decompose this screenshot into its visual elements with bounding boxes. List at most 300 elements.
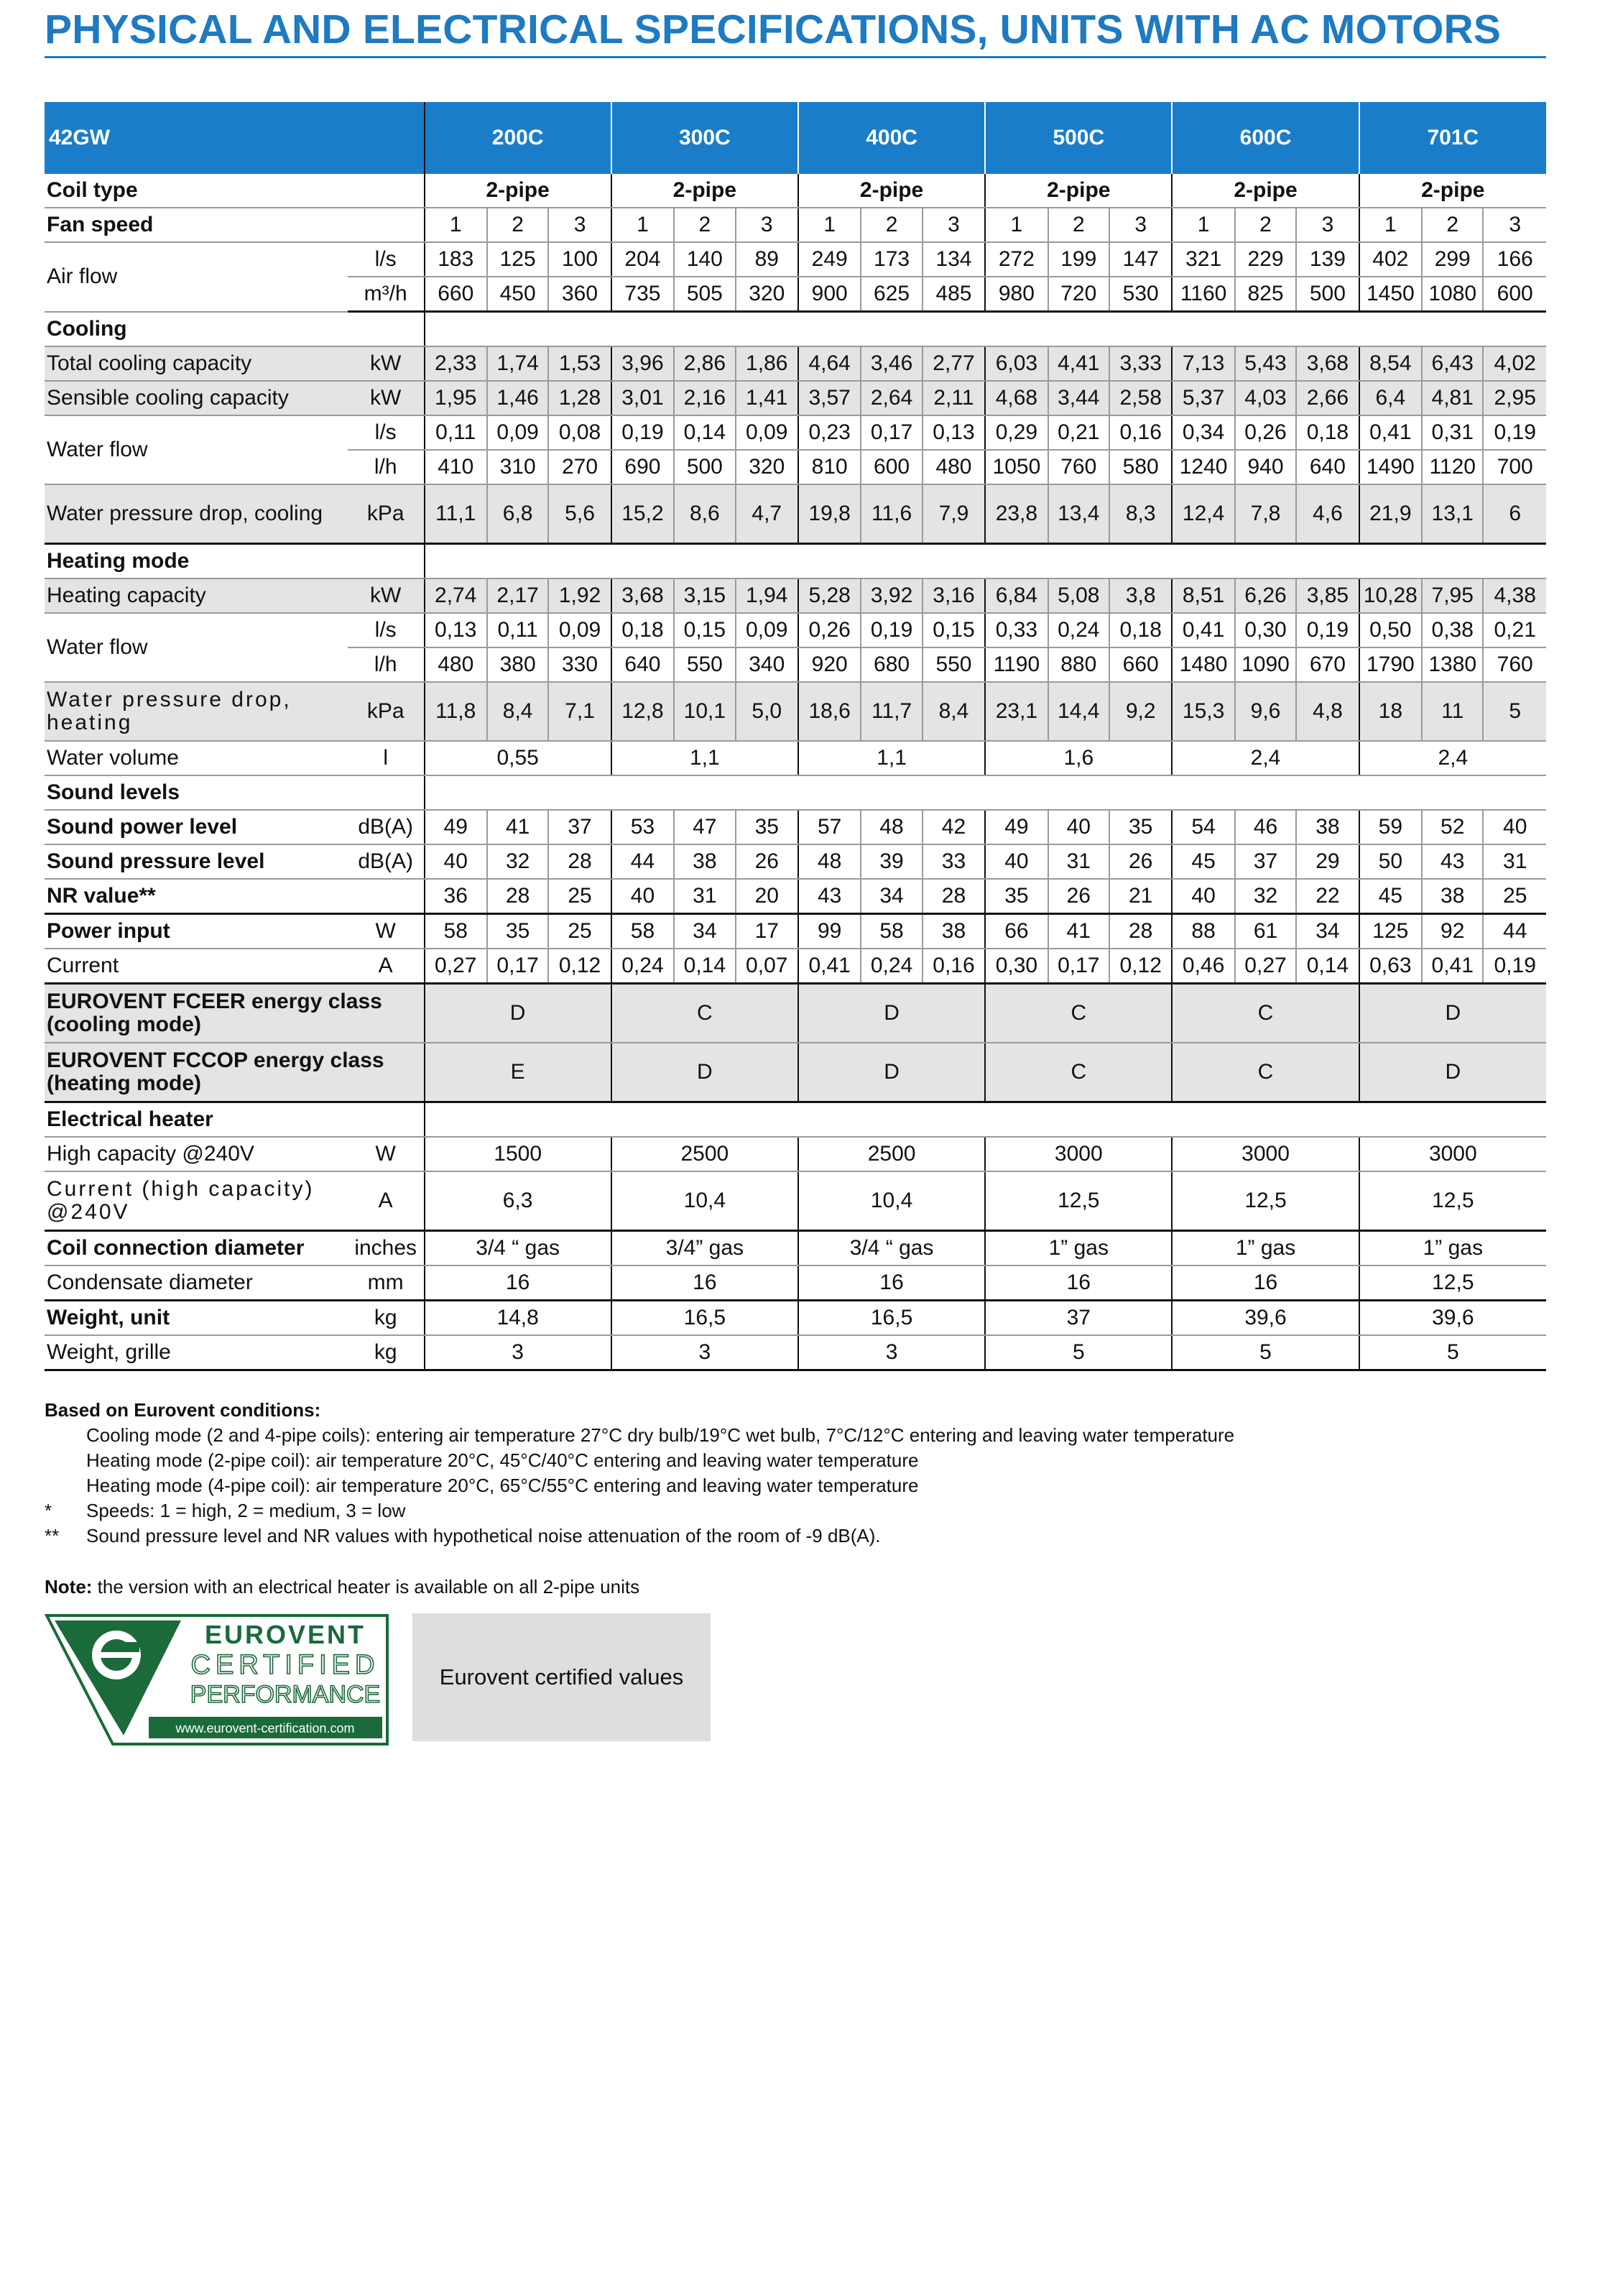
value-cell: 35 bbox=[1109, 810, 1172, 844]
row-label: EUROVENT FCEER energy class (cooling mode) bbox=[45, 984, 425, 1043]
value-cell: 272 bbox=[985, 242, 1048, 277]
value-cell: 2-pipe bbox=[1172, 174, 1359, 208]
value-cell: 3000 bbox=[985, 1137, 1172, 1171]
value-cell: 2,95 bbox=[1483, 381, 1546, 415]
row-unit: W bbox=[348, 1137, 425, 1171]
value-cell: 600 bbox=[1483, 277, 1546, 312]
row-nr-value bbox=[45, 879, 1546, 914]
row-unit: dB(A) bbox=[348, 810, 425, 844]
value-cell: 2,11 bbox=[923, 381, 985, 415]
value-cell: 1,86 bbox=[736, 346, 798, 381]
speed-cell: 2 bbox=[861, 208, 922, 242]
speed-cell: 2 bbox=[1422, 208, 1483, 242]
value-cell: 11,8 bbox=[425, 682, 487, 741]
value-cell: 23,1 bbox=[985, 682, 1048, 741]
value-cell: 10,28 bbox=[1359, 578, 1422, 613]
value-cell: 0,12 bbox=[548, 949, 611, 984]
value-cell: 7,13 bbox=[1172, 346, 1234, 381]
value-cell: 1,1 bbox=[611, 741, 798, 775]
value-cell: 40 bbox=[985, 844, 1048, 879]
value-cell: 15,3 bbox=[1172, 682, 1234, 741]
row-unit: l/s bbox=[348, 613, 425, 647]
value-cell: 0,27 bbox=[1235, 949, 1296, 984]
value-cell: 88 bbox=[1172, 914, 1234, 949]
row-water-volume bbox=[45, 741, 1546, 775]
value-cell: 12,5 bbox=[1359, 1265, 1546, 1301]
value-cell: 12,5 bbox=[1359, 1171, 1546, 1231]
note-text: the version with an electrical heater is available on all 2-pipe units bbox=[92, 1576, 640, 1597]
value-cell: 2,4 bbox=[1359, 741, 1546, 775]
value-cell: 1500 bbox=[425, 1137, 611, 1171]
value-cell: 18 bbox=[1359, 682, 1422, 741]
value-cell: 735 bbox=[611, 277, 674, 312]
value-cell: 6,26 bbox=[1235, 578, 1296, 613]
value-cell: 3000 bbox=[1172, 1137, 1359, 1171]
svg-text:www.eurovent-certification.com: www.eurovent-certification.com bbox=[175, 1721, 355, 1735]
value-cell: 125 bbox=[1359, 914, 1422, 949]
row-unit: kg bbox=[348, 1335, 425, 1370]
speed-cell: 1 bbox=[1359, 208, 1422, 242]
value-cell: 4,81 bbox=[1422, 381, 1483, 415]
value-cell: 48 bbox=[798, 844, 861, 879]
value-cell: 2,58 bbox=[1109, 381, 1172, 415]
value-cell: 1480 bbox=[1172, 647, 1234, 682]
value-cell: 660 bbox=[425, 277, 487, 312]
note-line-heating-2pipe: Heating mode (2-pipe coil): air temperature 20°C, 45°C/40°C entering and leaving water temperature bbox=[86, 1449, 919, 1471]
value-cell: 37 bbox=[1235, 844, 1296, 879]
value-cell: 45 bbox=[1359, 879, 1422, 914]
value-cell: 54 bbox=[1172, 810, 1234, 844]
value-cell: 89 bbox=[736, 242, 798, 277]
value-cell: 31 bbox=[1048, 844, 1109, 879]
value-cell: 0,19 bbox=[861, 613, 922, 647]
value-cell: 4,03 bbox=[1235, 381, 1296, 415]
value-cell: 9,2 bbox=[1109, 682, 1172, 741]
value-cell: 0,27 bbox=[425, 949, 487, 984]
value-cell: 700 bbox=[1483, 450, 1546, 484]
section-electrical-heater bbox=[45, 1102, 1546, 1138]
note-line-cooling: Cooling mode (2 and 4-pipe coils): entering air temperature 27°C dry bulb/19°C wet bulb, 7°C/12°C entering and leaving water temperature bbox=[86, 1424, 1235, 1446]
value-cell: 2-pipe bbox=[985, 174, 1172, 208]
row-wpd-heat bbox=[45, 682, 1546, 741]
value-cell: 100 bbox=[548, 242, 611, 277]
value-cell: 0,30 bbox=[985, 949, 1048, 984]
value-cell: 38 bbox=[674, 844, 735, 879]
value-cell: 1,74 bbox=[487, 346, 548, 381]
value-cell: D bbox=[1359, 1043, 1546, 1102]
value-cell: 3,16 bbox=[923, 578, 985, 613]
value-cell: 4,6 bbox=[1296, 484, 1359, 544]
speed-cell: 3 bbox=[1296, 208, 1359, 242]
value-cell: 45 bbox=[1172, 844, 1234, 879]
row-label: Fan speed bbox=[45, 208, 425, 242]
value-cell: 0,15 bbox=[674, 613, 735, 647]
value-cell: 5 bbox=[1359, 1335, 1546, 1370]
value-cell: 270 bbox=[548, 450, 611, 484]
header-unit: 500C bbox=[985, 102, 1172, 174]
value-cell: 17 bbox=[736, 914, 798, 949]
value-cell: 670 bbox=[1296, 647, 1359, 682]
legend-eurovent-certified bbox=[412, 1613, 711, 1741]
value-cell: 26 bbox=[736, 844, 798, 879]
value-cell: 16 bbox=[1172, 1265, 1359, 1301]
value-cell: 6,03 bbox=[985, 346, 1048, 381]
value-cell: 0,19 bbox=[1296, 613, 1359, 647]
notes-heading: Based on Eurovent conditions: bbox=[45, 1399, 321, 1421]
value-cell: 44 bbox=[1483, 914, 1546, 949]
row-high-capacity bbox=[45, 1137, 1546, 1171]
value-cell: 1380 bbox=[1422, 647, 1483, 682]
row-label: Total cooling capacity bbox=[45, 346, 348, 381]
value-cell: 173 bbox=[861, 242, 922, 277]
value-cell: 1,95 bbox=[425, 381, 487, 415]
row-unit: kW bbox=[348, 381, 425, 415]
table-header bbox=[45, 102, 1546, 174]
value-cell: 35 bbox=[985, 879, 1048, 914]
value-cell: 3,01 bbox=[611, 381, 674, 415]
row-sound-power bbox=[45, 810, 1546, 844]
value-cell: 2,4 bbox=[1172, 741, 1359, 775]
value-cell: 50 bbox=[1359, 844, 1422, 879]
value-cell: 1080 bbox=[1422, 277, 1483, 312]
value-cell: 0,41 bbox=[1359, 415, 1422, 450]
value-cell: 5,28 bbox=[798, 578, 861, 613]
section-title: Sound levels bbox=[45, 775, 425, 810]
value-cell: 8,3 bbox=[1109, 484, 1172, 544]
value-cell: 204 bbox=[611, 242, 674, 277]
row-label: Weight, grille bbox=[45, 1335, 348, 1370]
value-cell: 43 bbox=[1422, 844, 1483, 879]
value-cell: 26 bbox=[1109, 844, 1172, 879]
value-cell: 1,28 bbox=[548, 381, 611, 415]
row-label: Water flow bbox=[45, 613, 348, 682]
value-cell: 1” gas bbox=[1359, 1231, 1546, 1266]
svg-text:CERTIFIED: CERTIFIED bbox=[190, 1650, 380, 1680]
row-unit: l/h bbox=[348, 450, 425, 484]
value-cell: 4,64 bbox=[798, 346, 861, 381]
value-cell: 28 bbox=[923, 879, 985, 914]
row-total-cooling bbox=[45, 346, 1546, 381]
value-cell: 33 bbox=[923, 844, 985, 879]
value-cell: 59 bbox=[1359, 810, 1422, 844]
value-cell: 0,33 bbox=[985, 613, 1048, 647]
value-cell: 3 bbox=[425, 1335, 611, 1370]
row-coil-type bbox=[45, 174, 1546, 208]
value-cell: 0,19 bbox=[611, 415, 674, 450]
row-label: Condensate diameter bbox=[45, 1265, 348, 1301]
row-coil-connection bbox=[45, 1231, 1546, 1266]
value-cell: 6,43 bbox=[1422, 346, 1483, 381]
section-cooling bbox=[45, 312, 1546, 347]
title-underline bbox=[45, 56, 1546, 58]
value-cell: 0,18 bbox=[611, 613, 674, 647]
value-cell: 1” gas bbox=[1172, 1231, 1359, 1266]
value-cell: 16 bbox=[985, 1265, 1172, 1301]
value-cell: 0,16 bbox=[923, 949, 985, 984]
value-cell: 0,13 bbox=[923, 415, 985, 450]
value-cell: 3,68 bbox=[1296, 346, 1359, 381]
row-water-flow-heat-1 bbox=[45, 613, 1546, 647]
value-cell: 8,4 bbox=[923, 682, 985, 741]
value-cell: 10,4 bbox=[611, 1171, 798, 1231]
section-spacer bbox=[425, 312, 1546, 347]
row-label: Sound power level bbox=[45, 810, 348, 844]
value-cell: 760 bbox=[1483, 647, 1546, 682]
value-cell: 40 bbox=[1483, 810, 1546, 844]
value-cell: 10,4 bbox=[798, 1171, 985, 1231]
conditions-notes bbox=[45, 1398, 1546, 1549]
row-label: High capacity @240V bbox=[45, 1137, 348, 1171]
value-cell: 35 bbox=[736, 810, 798, 844]
value-cell: 7,95 bbox=[1422, 578, 1483, 613]
value-cell: 2500 bbox=[611, 1137, 798, 1171]
speed-cell: 3 bbox=[1109, 208, 1172, 242]
value-cell: 134 bbox=[923, 242, 985, 277]
value-cell: D bbox=[798, 984, 985, 1043]
value-cell: 0,11 bbox=[487, 613, 548, 647]
row-label: Sound pressure level bbox=[45, 844, 348, 879]
value-cell: 5 bbox=[1172, 1335, 1359, 1370]
value-cell: 8,6 bbox=[674, 484, 735, 544]
value-cell: 166 bbox=[1483, 242, 1546, 277]
value-cell: 2,74 bbox=[425, 578, 487, 613]
row-unit: kPa bbox=[348, 682, 425, 741]
header-unit: 701C bbox=[1359, 102, 1546, 174]
row-unit bbox=[348, 879, 425, 914]
row-power-input bbox=[45, 914, 1546, 949]
value-cell: 0,18 bbox=[1109, 613, 1172, 647]
section-title: Cooling bbox=[45, 312, 425, 347]
value-cell: 3 bbox=[611, 1335, 798, 1370]
value-cell: 0,26 bbox=[1235, 415, 1296, 450]
row-condensate bbox=[45, 1265, 1546, 1301]
header-unit: 400C bbox=[798, 102, 985, 174]
value-cell: 680 bbox=[861, 647, 922, 682]
value-cell: 21,9 bbox=[1359, 484, 1422, 544]
value-cell: 0,16 bbox=[1109, 415, 1172, 450]
value-cell: 0,46 bbox=[1172, 949, 1234, 984]
value-cell: 53 bbox=[611, 810, 674, 844]
value-cell: 11 bbox=[1422, 682, 1483, 741]
row-label: NR value** bbox=[45, 879, 348, 914]
value-cell: 2-pipe bbox=[798, 174, 985, 208]
value-cell: 3,92 bbox=[861, 578, 922, 613]
value-cell: 1490 bbox=[1359, 450, 1422, 484]
row-unit: l/s bbox=[348, 415, 425, 450]
value-cell: 38 bbox=[923, 914, 985, 949]
value-cell: 3,96 bbox=[611, 346, 674, 381]
row-unit: dB(A) bbox=[348, 844, 425, 879]
row-label: Weight, unit bbox=[45, 1301, 348, 1336]
value-cell: 550 bbox=[674, 647, 735, 682]
value-cell: 25 bbox=[548, 914, 611, 949]
section-title: Heating mode bbox=[45, 544, 425, 579]
footnote-speeds: * Speeds: 1 = high, 2 = medium, 3 = low bbox=[45, 1500, 406, 1521]
row-heating-capacity bbox=[45, 578, 1546, 613]
value-cell: 58 bbox=[425, 914, 487, 949]
value-cell: 0,21 bbox=[1048, 415, 1109, 450]
value-cell: 47 bbox=[674, 810, 735, 844]
row-label: Water volume bbox=[45, 741, 348, 775]
value-cell: 0,31 bbox=[1422, 415, 1483, 450]
value-cell: 1050 bbox=[985, 450, 1048, 484]
value-cell: 1190 bbox=[985, 647, 1048, 682]
value-cell: 0,63 bbox=[1359, 949, 1422, 984]
value-cell: 10,1 bbox=[674, 682, 735, 741]
value-cell: 3,33 bbox=[1109, 346, 1172, 381]
value-cell: 0,41 bbox=[1422, 949, 1483, 984]
value-cell: 7,8 bbox=[1235, 484, 1296, 544]
value-cell: 4,38 bbox=[1483, 578, 1546, 613]
value-cell: 139 bbox=[1296, 242, 1359, 277]
row-unit: kW bbox=[348, 346, 425, 381]
value-cell: 940 bbox=[1235, 450, 1296, 484]
value-cell: 6 bbox=[1483, 484, 1546, 544]
value-cell: 31 bbox=[1483, 844, 1546, 879]
value-cell: 34 bbox=[674, 914, 735, 949]
speed-cell: 2 bbox=[487, 208, 548, 242]
value-cell: 61 bbox=[1235, 914, 1296, 949]
value-cell: 2500 bbox=[798, 1137, 985, 1171]
value-cell: C bbox=[1172, 984, 1359, 1043]
row-label: EUROVENT FCCOP energy class (heating mode) bbox=[45, 1043, 425, 1102]
value-cell: 16,5 bbox=[611, 1301, 798, 1336]
value-cell: 125 bbox=[487, 242, 548, 277]
speed-cell: 1 bbox=[1172, 208, 1234, 242]
value-cell: 6,3 bbox=[425, 1171, 611, 1231]
value-cell: 39,6 bbox=[1359, 1301, 1546, 1336]
legend-label: Eurovent certified values bbox=[439, 1664, 684, 1689]
value-cell: 1,92 bbox=[548, 578, 611, 613]
value-cell: 3,44 bbox=[1048, 381, 1109, 415]
value-cell: 625 bbox=[861, 277, 922, 312]
value-cell: 44 bbox=[611, 844, 674, 879]
value-cell: 2,86 bbox=[674, 346, 735, 381]
value-cell: 0,09 bbox=[487, 415, 548, 450]
value-cell: 0,17 bbox=[861, 415, 922, 450]
value-cell: 0,12 bbox=[1109, 949, 1172, 984]
value-cell: 4,02 bbox=[1483, 346, 1546, 381]
value-cell: 38 bbox=[1422, 879, 1483, 914]
value-cell: 40 bbox=[611, 879, 674, 914]
value-cell: 0,29 bbox=[985, 415, 1048, 450]
value-cell: 37 bbox=[985, 1301, 1172, 1336]
footnote-sound: ** Sound pressure level and NR values with hypothetical noise attenuation of the room of -9 dB(A). bbox=[45, 1525, 881, 1546]
value-cell: 600 bbox=[861, 450, 922, 484]
value-cell: 147 bbox=[1109, 242, 1172, 277]
value-cell: 2,66 bbox=[1296, 381, 1359, 415]
value-cell: 410 bbox=[425, 450, 487, 484]
speed-cell: 3 bbox=[736, 208, 798, 242]
value-cell: 0,14 bbox=[674, 415, 735, 450]
speed-cell: 3 bbox=[1483, 208, 1546, 242]
value-cell: 5,6 bbox=[548, 484, 611, 544]
value-cell: 0,30 bbox=[1235, 613, 1296, 647]
value-cell: 3,46 bbox=[861, 346, 922, 381]
row-unit: m³/h bbox=[348, 277, 425, 312]
value-cell: 1790 bbox=[1359, 647, 1422, 682]
value-cell: 8,4 bbox=[487, 682, 548, 741]
value-cell: 900 bbox=[798, 277, 861, 312]
value-cell: 0,19 bbox=[1483, 949, 1546, 984]
value-cell: 39 bbox=[861, 844, 922, 879]
value-cell: 500 bbox=[1296, 277, 1359, 312]
row-label: Sensible cooling capacity bbox=[45, 381, 348, 415]
value-cell: 1450 bbox=[1359, 277, 1422, 312]
value-cell: 0,41 bbox=[1172, 613, 1234, 647]
spec-table bbox=[45, 102, 1546, 1371]
value-cell: 37 bbox=[548, 810, 611, 844]
value-cell: 920 bbox=[798, 647, 861, 682]
value-cell: 36 bbox=[425, 879, 487, 914]
value-cell: 4,41 bbox=[1048, 346, 1109, 381]
value-cell: 0,26 bbox=[798, 613, 861, 647]
value-cell: 16 bbox=[611, 1265, 798, 1301]
value-cell: 28 bbox=[1109, 914, 1172, 949]
header-unit: 600C bbox=[1172, 102, 1359, 174]
value-cell: 760 bbox=[1048, 450, 1109, 484]
value-cell: 2,17 bbox=[487, 578, 548, 613]
value-cell: 46 bbox=[1235, 810, 1296, 844]
value-cell: 5 bbox=[1483, 682, 1546, 741]
value-cell: 640 bbox=[611, 647, 674, 682]
row-unit: kW bbox=[348, 578, 425, 613]
row-unit: W bbox=[348, 914, 425, 949]
value-cell: 25 bbox=[548, 879, 611, 914]
value-cell: 480 bbox=[425, 647, 487, 682]
row-label: Water pressure drop, heating bbox=[45, 682, 348, 741]
value-cell: 13,1 bbox=[1422, 484, 1483, 544]
value-cell: 340 bbox=[736, 647, 798, 682]
row-unit: kg bbox=[348, 1301, 425, 1336]
speed-cell: 1 bbox=[425, 208, 487, 242]
value-cell: 0,24 bbox=[611, 949, 674, 984]
speed-cell: 1 bbox=[985, 208, 1048, 242]
row-label: Power input bbox=[45, 914, 348, 949]
row-sound-pressure bbox=[45, 844, 1546, 879]
value-cell: 16 bbox=[798, 1265, 985, 1301]
value-cell: 3/4 “ gas bbox=[798, 1231, 985, 1266]
value-cell: 12,4 bbox=[1172, 484, 1234, 544]
value-cell: 35 bbox=[487, 914, 548, 949]
row-unit: kPa bbox=[348, 484, 425, 544]
speed-cell: 1 bbox=[798, 208, 861, 242]
value-cell: 66 bbox=[985, 914, 1048, 949]
speed-cell: 2 bbox=[1048, 208, 1109, 242]
section-spacer bbox=[425, 544, 1546, 579]
value-cell: 49 bbox=[985, 810, 1048, 844]
value-cell: 3,68 bbox=[611, 578, 674, 613]
value-cell: 880 bbox=[1048, 647, 1109, 682]
value-cell: 25 bbox=[1483, 879, 1546, 914]
value-cell: C bbox=[1172, 1043, 1359, 1102]
value-cell: 500 bbox=[674, 450, 735, 484]
value-cell: 0,13 bbox=[425, 613, 487, 647]
value-cell: 4,7 bbox=[736, 484, 798, 544]
row-unit: A bbox=[348, 1171, 425, 1231]
value-cell: 0,41 bbox=[798, 949, 861, 984]
value-cell: 2,16 bbox=[674, 381, 735, 415]
value-cell: 550 bbox=[923, 647, 985, 682]
value-cell: 9,6 bbox=[1235, 682, 1296, 741]
value-cell: 402 bbox=[1359, 242, 1422, 277]
value-cell: C bbox=[985, 1043, 1172, 1102]
value-cell: D bbox=[425, 984, 611, 1043]
value-cell: 3,85 bbox=[1296, 578, 1359, 613]
section-spacer bbox=[425, 1102, 1546, 1138]
value-cell: 14,8 bbox=[425, 1301, 611, 1336]
value-cell: 7,1 bbox=[548, 682, 611, 741]
